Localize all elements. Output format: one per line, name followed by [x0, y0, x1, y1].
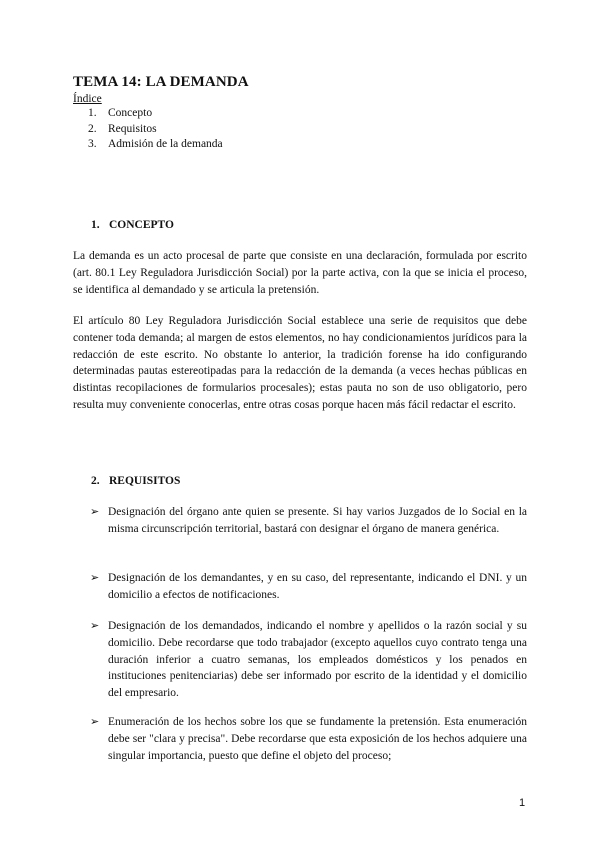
concepto-paragraph-1: La demanda es un acto procesal de parte que consiste en una declaración, formulada por escrito (art. 80.1 Ley Reguladora Jurisdicción Social) por la parte activa, con la que se inicia el proceso, se identifica al demandado y se articula la pretensión.	[73, 250, 527, 296]
arrow-bullet-icon: ➢	[90, 505, 100, 518]
index-label: Índice	[73, 93, 102, 105]
bullet-text: Designación de los demandados, indicando el nombre y apellidos o la razón social y su domicilio. Debe recordarse que todo trabajador (excepto aquellos cuyo contrato tenga una duración inferior a cuatro semanas, los empleados domésticos y los penados en instituciones penitenciarias) debe ser informado por escrito de la identidad y el domicilio del empresario.	[108, 620, 527, 700]
index-item-label: Admisión de la demanda	[108, 138, 223, 150]
section-heading-requisitos	[91, 475, 180, 487]
bullet-text: Enumeración de los hechos sobre los que se fundamente la pretensión. Esta enumeración debe ser "clara y precisa". Debe recordarse que esta exposición de los hechos adquiere una singular importancia, puesto que define el objeto del proceso;	[108, 716, 527, 762]
index-item-admision	[88, 137, 223, 153]
section-heading-concepto	[91, 219, 174, 231]
index-item-concepto	[88, 106, 223, 122]
arrow-bullet-icon: ➢	[90, 571, 100, 584]
section-title: CONCEPTO	[109, 219, 174, 231]
requisito-bullet-hechos	[90, 714, 527, 764]
requisito-bullet-organo	[90, 504, 527, 538]
index-item-label: Requisitos	[108, 122, 157, 135]
index-list	[88, 106, 223, 153]
bullet-text: Designación de los demandantes, y en su caso, del representante, indicando el DNI. y un domicilio a efectos de notificaciones.	[108, 572, 527, 601]
arrow-bullet-icon: ➢	[90, 619, 100, 632]
index-item-number: 2.	[88, 122, 97, 135]
requisito-bullet-demandantes	[90, 570, 527, 604]
document-title: TEMA 14: LA DEMANDA	[73, 74, 249, 90]
requisito-bullet-demandados	[90, 618, 527, 702]
bullet-text: Designación del órgano ante quien se presente. Si hay varios Juzgados de lo Social en la misma circunscripción territorial, bastará con designar el órgano de manera genérica.	[108, 506, 527, 535]
section-number: 2.	[91, 475, 100, 487]
section-number: 1.	[91, 219, 100, 231]
index-item-number: 1.	[88, 107, 97, 119]
page-number: 1	[519, 797, 526, 809]
section-title: REQUISITOS	[109, 475, 181, 487]
index-item-number: 3.	[88, 138, 97, 150]
index-item-label: Concepto	[108, 107, 153, 119]
index-item-requisitos	[88, 122, 223, 138]
concepto-paragraph-2: El artículo 80 Ley Reguladora Jurisdicción Social establece una serie de requisitos que debe contener toda demanda; al margen de estos elementos, no hay condicionamientos jurídicos para la redacción de este escrito. No obstante lo anterior, la tradición forense ha ido configurando determinadas pautas estereotipadas para la redacción de la demanda (a veces hechas públicas en distintas recopilaciones de formularios procesales); estas pauta no son de uso obligatorio, pero resulta muy conveniente conocerlas, entre otras cosas porque hacen más fácil redactar el escrito.	[73, 315, 527, 411]
arrow-bullet-icon: ➢	[90, 715, 100, 728]
